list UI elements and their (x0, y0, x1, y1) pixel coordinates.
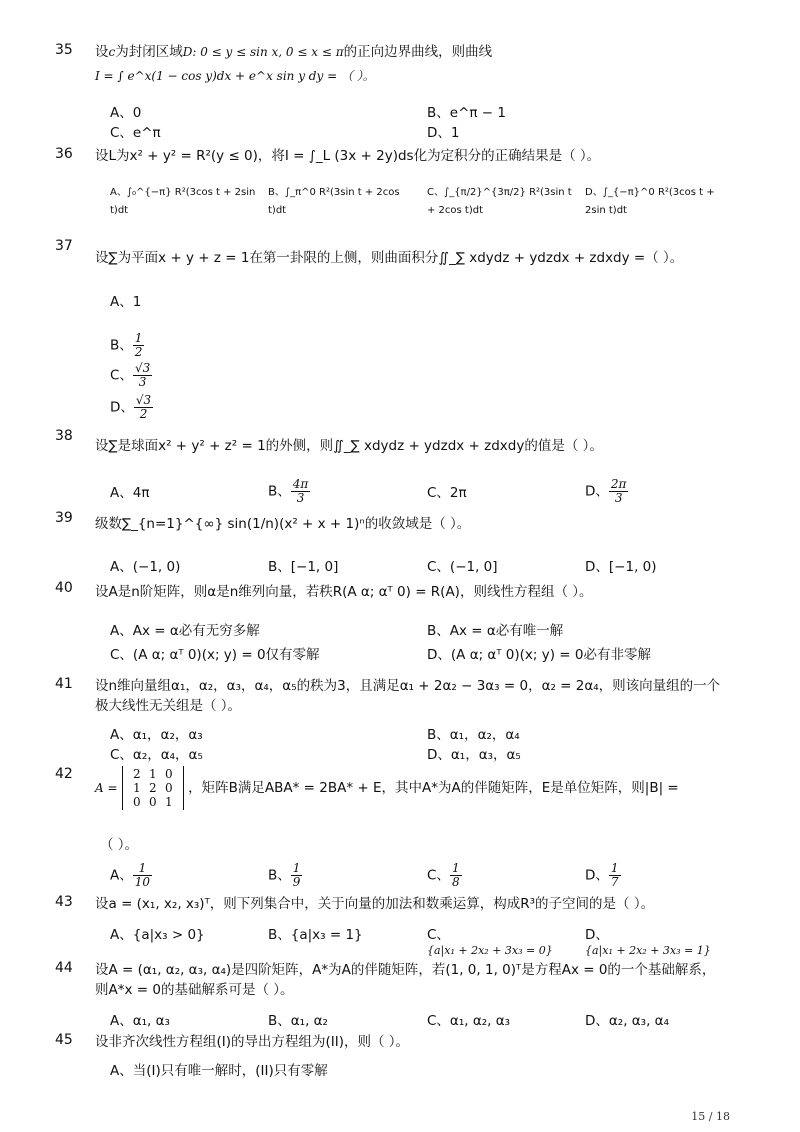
question-number: 36 (55, 146, 73, 162)
option-d: D、∫_{−π}^0 R²(3cos t + 2sin t)dt (585, 187, 715, 216)
option-c: C、α₁, α₂, α₃ (427, 1013, 511, 1029)
fraction: $\frac{4\pi}{3}$ (292, 477, 309, 505)
option-a: A、 $\frac{1}{10}$ (110, 861, 151, 889)
question-stem: 设c为封闭区域D: 0 ≤ y ≤ sin x, 0 ≤ x ≤ π的正向边界曲线，则曲线 (95, 44, 493, 60)
option-d: D、[−1, 0) (585, 559, 657, 575)
question-stem: 设非齐次线性方程组(I)的导出方程组为(II)，则（ ）。 (95, 1034, 410, 1050)
option-c: C、(A α; αᵀ 0)(x; y) = 0仅有零解 (110, 647, 320, 663)
option-a: A、0 (110, 105, 142, 121)
question-stem: 设L为x² + y² = R²(y ≤ 0)，将I = ∫_L (3x + 2y)ds化为定积分的正确结果是（ ）。 (95, 148, 601, 164)
option-c: C、∫_{π/2}^{3π/2} R²(3sin t + 2cos t)dt (427, 187, 572, 216)
question-stem: 设a = (x₁, x₂, x₃)ᵀ，则下列集合中，关于向量的加法和数乘运算，构成R³的子空间的是（ ）。 (95, 896, 655, 912)
option-a: A、α₁, α₃ (110, 1013, 170, 1029)
option-a: A、∫₀^{−π} R²(3cos t + 2sin t)dt (110, 187, 256, 216)
option-b: B、α₁，α₂，α₄ (427, 727, 520, 743)
question-number: 44 (55, 960, 73, 976)
question-number: 42 (55, 766, 73, 782)
option-d: D、 (585, 927, 609, 943)
option-a: A、α₁，α₂，α₃ (110, 727, 203, 743)
option-a: A、Ax = α必有无穷多解 (110, 623, 260, 639)
option-b: B、{a|x₃ = 1} (268, 927, 363, 943)
option-d: D、1 (427, 125, 460, 141)
fraction: $\frac{1}{10}$ (134, 861, 151, 889)
option-a: A、当(I)只有唯一解时，(II)只有零解 (110, 1063, 328, 1079)
question-number: 39 (55, 510, 73, 526)
option-d: D、α₂, α₃, α₄ (585, 1013, 669, 1029)
fraction: $\frac{1}{2}$ (134, 331, 143, 359)
option-b: B、Ax = α必有唯一解 (427, 623, 564, 639)
question-number: 40 (55, 580, 73, 596)
question-stem-line2: 则A*x = 0的基础解系可是（ ）。 (95, 982, 294, 998)
option-c: C、(−1, 0] (427, 559, 498, 575)
fraction: $\frac{1}{7}$ (610, 861, 619, 889)
question-stem: 级数∑_{n=1}^{∞} sin(1/n)(x² + x + 1)ⁿ的收敛域是（ ）。 (95, 516, 471, 532)
option-b: B、 $\frac{1}{9}$ (268, 861, 301, 889)
fraction: $\frac{√3}{3}$ (134, 361, 151, 389)
question-stem: A = 2 1 0 1 2 0 0 0 1 ，矩阵B满足ABA* = 2BA* + E，其中A*为A的伴随矩阵，E是单位矩阵，则|B| = (95, 767, 679, 809)
option-d: D、α₁，α₃，α₅ (427, 747, 521, 763)
fraction: $\frac{1}{8}$ (451, 861, 460, 889)
option-c: C、 (427, 927, 450, 943)
option-c: C、 $\frac{1}{8}$ (427, 861, 460, 889)
option-b: B、∫_π^0 R²(3sin t + 2cos t)dt (268, 187, 400, 216)
option-b: B、 $\frac{4\pi}{3}$ (268, 477, 309, 505)
question-stem-line2: 极大线性无关组是（ ）。 (95, 698, 242, 714)
question-number: 37 (55, 238, 73, 254)
question-stem-line2: I = ∫ e^x(1 − cos y)dx + e^x sin y dy = （ ）。 (95, 69, 375, 83)
question-number: 45 (55, 1032, 73, 1048)
option-a: A、(−1, 0) (110, 559, 181, 575)
question-stem: 设n维向量组α₁，α₂，α₃，α₄，α₅的秩为3，且满足α₁ + 2α₂ − 3α₃ = 0，α₂ = 2α₄，则该向量组的一个 (95, 678, 721, 694)
option-d: D、(A α; αᵀ 0)(x; y) = 0必有非零解 (427, 647, 652, 663)
matrix-a: 2 1 0 1 2 0 0 0 1 (122, 766, 184, 810)
option-c-value: {a|x₁ + 2x₂ + 3x₃ = 0} (427, 944, 553, 957)
option-a: A、4π (110, 485, 150, 501)
option-d-value: {a|x₁ + 2x₂ + 3x₃ = 1} (585, 944, 711, 957)
option-c: C、α₂，α₄，α₅ (110, 747, 203, 763)
question-stem: 设A是n阶矩阵，则α是n维列向量，若秩R(A α; αᵀ 0) = R(A)，则线性方程组（ ）。 (95, 584, 593, 600)
option-d: D、 $\frac{1}{7}$ (585, 861, 619, 889)
option-b: B、e^π − 1 (427, 105, 506, 121)
question-number: 43 (55, 894, 73, 910)
fraction: $\frac{√3}{2}$ (135, 393, 152, 421)
question-stem: 设A = (α₁, α₂, α₃, α₄)是四阶矩阵，A*为A的伴随矩阵，若(1, 0, 1, 0)ᵀ是方程Ax = 0的一个基础解系， (95, 962, 716, 978)
matrix-label: A = (95, 781, 118, 795)
option-a: A、{a|x₃ > 0} (110, 927, 205, 943)
option-b: B、α₁, α₂ (268, 1013, 328, 1029)
question-number: 41 (55, 676, 73, 692)
option-b: B、 $\frac{1}{2}$ (110, 331, 143, 359)
question-number: 35 (55, 42, 73, 58)
question-stem: 设∑是球面x² + y² + z² = 1的外侧，则∬_∑ xdydz + ydzdx + zdxdy的值是（ ）。 (95, 438, 603, 454)
question-stem: 设∑为平面x + y + z = 1在第一卦限的上侧，则曲面积分∬_∑ xdydz + ydzdx + zdxdy =（ ）。 (95, 250, 684, 266)
option-c: C、 $\frac{√3}{3}$ (110, 361, 151, 389)
option-b: B、[−1, 0] (268, 559, 339, 575)
question-number: 38 (55, 428, 73, 444)
option-d: D、 $\frac{√3}{2}$ (110, 393, 152, 421)
fraction: $\frac{2\pi}{3}$ (610, 477, 627, 505)
option-d: D、 $\frac{2\pi}{3}$ (585, 477, 627, 505)
question-stem-line2: （ ）。 (100, 837, 139, 853)
option-a: A、1 (110, 294, 142, 310)
option-c: C、2π (427, 485, 467, 501)
page-number: 15 / 18 (691, 1110, 730, 1123)
fraction: $\frac{1}{9}$ (292, 861, 301, 889)
option-c: C、e^π (110, 125, 161, 141)
